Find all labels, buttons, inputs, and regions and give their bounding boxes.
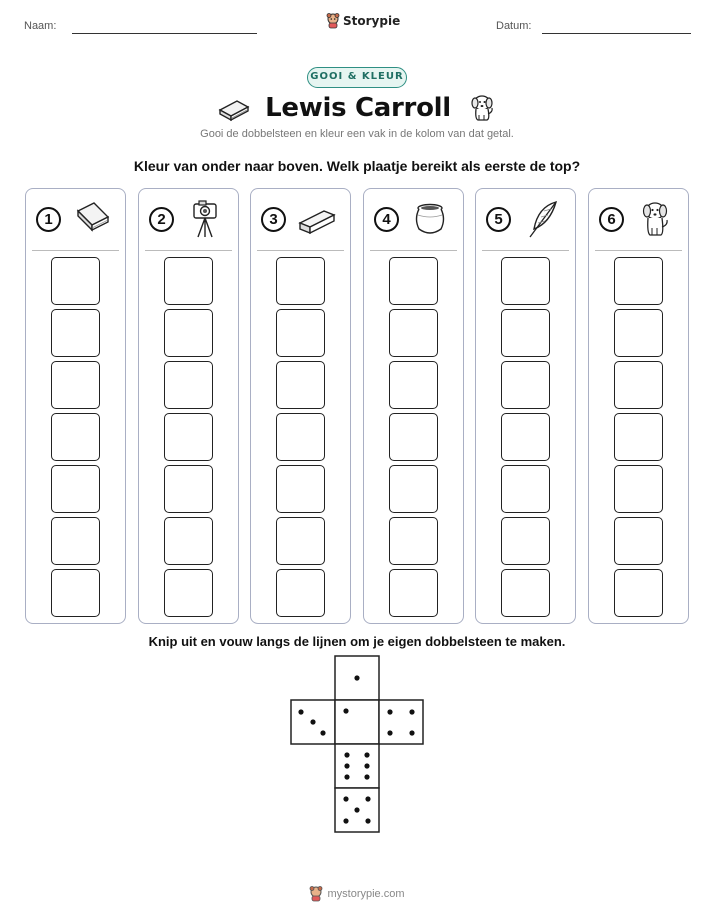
activity-badge: GOOI & KLEUR bbox=[307, 67, 407, 88]
footer bbox=[0, 886, 714, 902]
column-divider bbox=[370, 250, 457, 251]
color-cell[interactable] bbox=[501, 361, 550, 409]
color-cell[interactable] bbox=[164, 569, 213, 617]
color-cell[interactable] bbox=[51, 309, 100, 357]
column-header bbox=[476, 197, 575, 241]
color-cell[interactable] bbox=[51, 569, 100, 617]
color-cell[interactable] bbox=[276, 413, 325, 461]
color-cell[interactable] bbox=[164, 465, 213, 513]
name-line[interactable] bbox=[72, 33, 257, 34]
color-cell[interactable] bbox=[389, 361, 438, 409]
column-number: 5 bbox=[486, 207, 511, 232]
column-number: 4 bbox=[374, 207, 399, 232]
color-cell[interactable] bbox=[51, 257, 100, 305]
color-cell[interactable] bbox=[389, 257, 438, 305]
color-cell[interactable] bbox=[276, 309, 325, 357]
column-divider bbox=[32, 250, 119, 251]
camera-tripod-icon bbox=[185, 199, 225, 239]
column-5 bbox=[475, 188, 576, 624]
column-header bbox=[364, 197, 463, 241]
footer-url[interactable]: mystorypie.com bbox=[327, 888, 405, 900]
column-number: 3 bbox=[261, 207, 286, 232]
column-1 bbox=[25, 188, 126, 624]
dice-face-one bbox=[335, 700, 379, 744]
column-divider bbox=[482, 250, 569, 251]
instructions-subtitle: Gooi de dobbelsteen en kleur een vak in de kolom van dat getal. bbox=[200, 128, 514, 140]
color-cell[interactable] bbox=[614, 361, 663, 409]
color-cell[interactable] bbox=[389, 413, 438, 461]
puppy-icon bbox=[635, 199, 675, 239]
column-3 bbox=[250, 188, 351, 624]
column-divider bbox=[257, 250, 344, 251]
column-header bbox=[26, 197, 125, 241]
column-2 bbox=[138, 188, 239, 624]
color-cell[interactable] bbox=[164, 309, 213, 357]
column-number: 6 bbox=[599, 207, 624, 232]
dice-face-one bbox=[335, 656, 379, 700]
column-header bbox=[139, 197, 238, 241]
book-icon bbox=[72, 199, 112, 239]
color-cell[interactable] bbox=[501, 309, 550, 357]
dice-face-five bbox=[335, 788, 379, 832]
puppy-icon bbox=[465, 92, 497, 124]
color-cell[interactable] bbox=[614, 309, 663, 357]
color-cell[interactable] bbox=[389, 517, 438, 565]
column-6 bbox=[588, 188, 689, 624]
color-cell[interactable] bbox=[51, 517, 100, 565]
quill-feather-icon bbox=[522, 199, 562, 239]
column-4 bbox=[363, 188, 464, 624]
column-divider bbox=[145, 250, 232, 251]
name-label: Naam: bbox=[24, 20, 57, 32]
color-cell[interactable] bbox=[164, 413, 213, 461]
color-cell[interactable] bbox=[614, 257, 663, 305]
color-cell[interactable] bbox=[276, 361, 325, 409]
book-icon bbox=[217, 93, 251, 123]
column-header bbox=[589, 197, 688, 241]
question-heading: Kleur van onder naar boven. Welk plaatje bereikt als eerste de top? bbox=[133, 158, 581, 174]
pot-icon bbox=[410, 199, 450, 239]
color-cell[interactable] bbox=[389, 569, 438, 617]
color-cell[interactable] bbox=[51, 413, 100, 461]
brand-name: Storypie bbox=[343, 14, 401, 28]
color-cell[interactable] bbox=[164, 517, 213, 565]
dice-face-four bbox=[379, 700, 423, 744]
color-cell[interactable] bbox=[51, 465, 100, 513]
color-cell[interactable] bbox=[164, 361, 213, 409]
color-cell[interactable] bbox=[501, 517, 550, 565]
storypie-mascot-icon bbox=[309, 886, 323, 902]
color-cell[interactable] bbox=[614, 517, 663, 565]
brand-logo bbox=[326, 13, 400, 29]
color-cell[interactable] bbox=[51, 361, 100, 409]
color-cell[interactable] bbox=[501, 257, 550, 305]
color-cell[interactable] bbox=[501, 465, 550, 513]
color-cell[interactable] bbox=[614, 465, 663, 513]
column-number: 1 bbox=[36, 207, 61, 232]
column-header bbox=[251, 197, 350, 241]
color-cell[interactable] bbox=[501, 413, 550, 461]
dice-face-six bbox=[335, 744, 379, 788]
column-number: 2 bbox=[149, 207, 174, 232]
date-line[interactable] bbox=[542, 33, 691, 34]
color-cell[interactable] bbox=[276, 517, 325, 565]
color-cell[interactable] bbox=[276, 257, 325, 305]
page-title: Lewis Carroll bbox=[265, 93, 451, 123]
column-divider bbox=[595, 250, 682, 251]
title-row bbox=[0, 92, 714, 124]
storypie-mascot-icon bbox=[326, 13, 340, 29]
dice-face-three bbox=[291, 700, 335, 744]
color-cell[interactable] bbox=[164, 257, 213, 305]
date-label: Datum: bbox=[496, 20, 532, 32]
color-cell[interactable] bbox=[614, 569, 663, 617]
cut-instruction: Knip uit en vouw langs de lijnen om je eigen dobbelsteen te maken. bbox=[148, 634, 566, 649]
color-cell[interactable] bbox=[501, 569, 550, 617]
eraser-icon bbox=[297, 199, 337, 239]
color-cell[interactable] bbox=[276, 569, 325, 617]
color-cell[interactable] bbox=[389, 309, 438, 357]
color-cell[interactable] bbox=[276, 465, 325, 513]
color-cell[interactable] bbox=[389, 465, 438, 513]
color-cell[interactable] bbox=[614, 413, 663, 461]
